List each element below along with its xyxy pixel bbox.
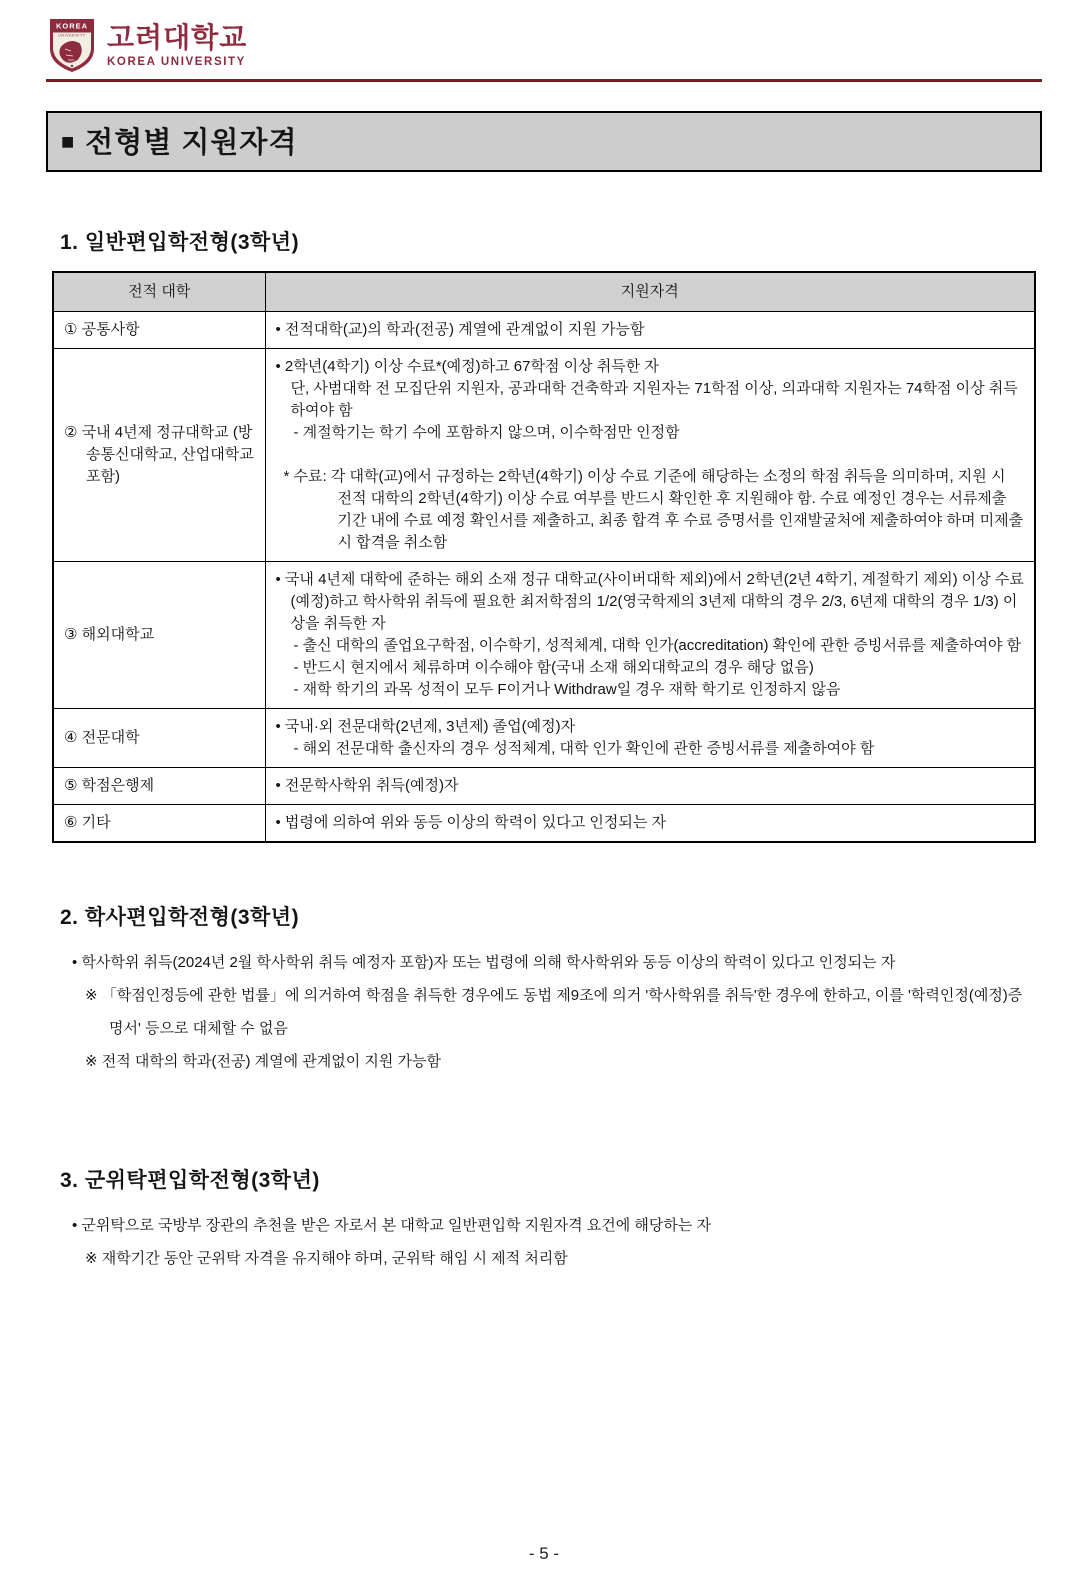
list-item: ※ 「학점인정등에 관한 법률」에 의거하여 학점을 취득한 경우에도 동법 제9조에 의거 '학사학위를 취득'한 경우에 한하고, 이를 '학력인정(예정)증명서' 등으로 대체할 수 없음 — [85, 987, 1023, 1037]
row-4-qualification — [265, 709, 1035, 768]
row-5-qualification — [265, 768, 1035, 805]
row-6-college-label: ⑥ 기타 — [64, 814, 111, 831]
list-item: ※ 전적 대학의 학과(전공) 계열에 관계없이 지원 가능함 — [85, 1053, 442, 1070]
table-row — [53, 562, 1035, 709]
section-2-heading: 2. 학사편입학전형(3학년) — [60, 906, 300, 929]
page-title: 전형별 지원자격 — [85, 127, 298, 159]
qualification-line: 단, 사범대학 전 모집단위 지원자, 공과대학 건축학과 지원자는 71학점 이상, 의과대학 지원자는 74학점 이상 취득하여야 함 — [290, 380, 1018, 419]
list-item: • 학사학위 취득(2024년 2월 학사학위 취득 예정자 포함)자 또는 법령에 의해 학사학위와 동등 이상의 학력이 있다고 인정되는 자 — [72, 954, 896, 971]
section-bachelor-transfer — [52, 901, 1036, 1078]
row-3-college — [53, 562, 265, 709]
table-row — [53, 768, 1035, 805]
list-item: ※ 재학기간 동안 군위탁 자격을 유지해야 하며, 군위탁 해임 시 제적 처리함 — [85, 1250, 568, 1267]
list-item: • 군위탁으로 국방부 장관의 추천을 받은 자로서 본 대학교 일반편입학 지원자격 요건에 해당하는 자 — [72, 1217, 712, 1234]
row-2-college — [53, 349, 265, 562]
qualification-line: • 국내 4년제 대학에 준하는 해외 소재 정규 대학교(사이버대학 제외)에서 2학년(2년 4학기, 계절학기 제외) 이상 수료(예정)하고 학사학위 취득에 필요한 최저학점의 1/2(영국학제의 3년제 대학의 경우 2/3, 6년제 대학의 경우 1/3) 이상을 취득한 자 — [275, 571, 1024, 632]
table-header-row — [53, 272, 1035, 312]
qualification-line: - 재학 학기의 과목 성적이 모두 F이거나 Withdraw일 경우 재학 학기로 인정하지 않음 — [293, 681, 841, 698]
page-content — [52, 226, 1036, 1275]
table-row — [53, 312, 1035, 349]
square-bullet-icon: ■ — [61, 129, 76, 154]
page-title-banner — [46, 111, 1042, 172]
crest-bottom-text: UNIVERSITY — [58, 33, 86, 38]
qualification-footnote: * 수료: 각 대학(교)에서 규정하는 2학년(4학기) 이상 수료 기준에 해당하는 소정의 학점 취득을 의미하며, 지원 시 전적 대학의 2학년(4학기) 이상 수료 여부를 반드시 확인한 후 지원해야 함. 수료 예정인 경우는 서류제출 기간 내에 수료 예정 확인서를 제출하고, 최종 합격 후 수료 증명서를 인재발굴처에 제출하여야 하며 미제출 시 합격을 취소함 — [283, 468, 1024, 551]
section-military-transfer — [52, 1164, 1036, 1275]
qualification-line: • 전적대학(교)의 학과(전공) 계열에 관계없이 지원 가능함 — [275, 321, 645, 338]
row-5-college — [53, 768, 265, 805]
line-spacer — [276, 444, 1025, 466]
page-number: - 5 - — [528, 1544, 560, 1563]
qualification-line: - 출신 대학의 졸업요구학점, 이수학기, 성적체계, 대학 인가(accreditation) 확인에 관한 증빙서류를 제출하여야 함 — [293, 637, 1022, 654]
row-6-college — [53, 805, 265, 843]
section-3-items — [72, 1209, 1036, 1275]
column-header-qualification: 지원자격 — [265, 272, 1035, 312]
qualification-line: • 국내·외 전문대학(2년제, 3년제) 졸업(예정)자 — [275, 718, 576, 735]
row-3-qualification — [265, 562, 1035, 709]
qualification-line: - 계절학기는 학기 수에 포함하지 않으며, 이수학점만 인정함 — [293, 424, 680, 441]
qualification-line: - 반드시 현지에서 체류하며 이수해야 함(국내 소재 해외대학교의 경우 해당 없음) — [293, 659, 814, 676]
row-2-qualification — [265, 349, 1035, 562]
row-1-college — [53, 312, 265, 349]
table-row — [53, 349, 1035, 562]
row-1-qualification — [265, 312, 1035, 349]
university-name-english: KOREA UNIVERSITY — [107, 55, 246, 68]
row-4-college — [53, 709, 265, 768]
crest-dot — [71, 65, 73, 67]
university-logo — [0, 0, 1088, 74]
table-row — [53, 709, 1035, 768]
row-6-qualification — [265, 805, 1035, 843]
row-4-college-label: ④ 전문대학 — [64, 729, 140, 746]
qualification-line: • 2학년(4학기) 이상 수료*(예정)하고 67학점 이상 취득한 자 — [275, 358, 659, 375]
row-1-college-label: ① 공통사항 — [64, 321, 140, 338]
column-header-previous-college: 전적 대학 — [53, 272, 265, 312]
qualification-line: - 해외 전문대학 출신자의 경우 성적체계, 대학 인가 확인에 관한 증빙서류를 제출하여야 함 — [293, 740, 875, 757]
qualification-table — [52, 271, 1036, 843]
header-divider — [46, 79, 1042, 82]
table-row — [53, 805, 1035, 843]
row-2-college-label: ② 국내 4년제 정규대학교 (방송통신대학교, 산업대학교 포함) — [64, 424, 254, 485]
logo-wordmark — [107, 23, 247, 67]
qualification-line: • 법령에 의하여 위와 동등 이상의 학력이 있다고 인정되는 자 — [275, 814, 667, 831]
row-5-college-label: ⑤ 학점은행제 — [64, 777, 155, 794]
row-3-college-label: ③ 해외대학교 — [64, 626, 155, 643]
crest-top-text: KOREA — [55, 21, 89, 31]
qualification-line: • 전문학사학위 취득(예정)자 — [275, 777, 459, 794]
university-name-korean: 고려대학교 — [107, 22, 248, 54]
university-crest-icon — [48, 17, 96, 74]
section-general-transfer — [52, 226, 1036, 843]
section-1-heading: 1. 일반편입학전형(3학년) — [60, 231, 300, 254]
section-2-items — [72, 946, 1036, 1078]
section-3-heading: 3. 군위탁편입학전형(3학년) — [60, 1169, 320, 1192]
